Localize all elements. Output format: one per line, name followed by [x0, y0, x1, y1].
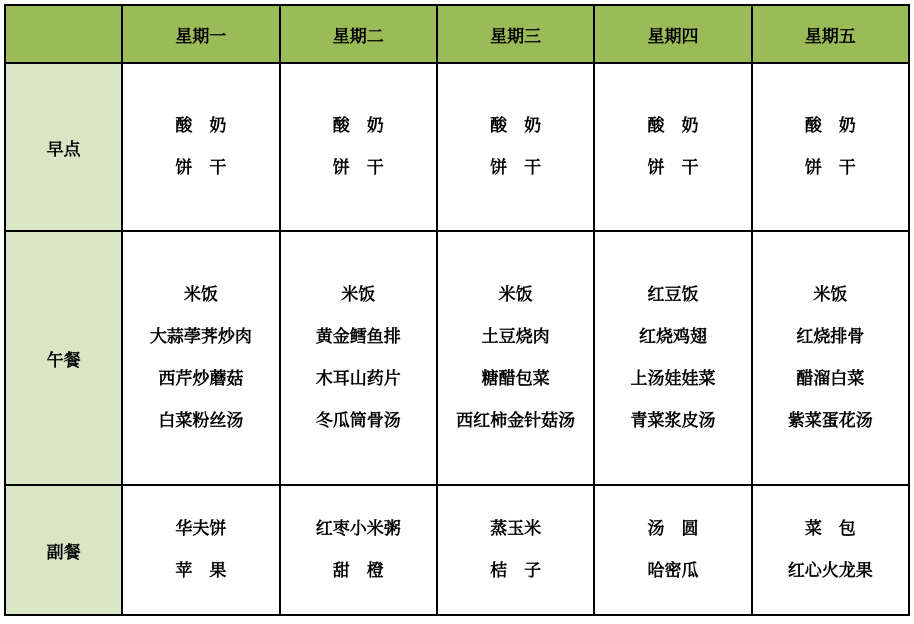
menu-item: 哈密瓜 — [647, 561, 699, 581]
menu-item: 饼 干 — [175, 158, 227, 178]
row-label-breakfast: 早点 — [5, 63, 122, 231]
menu-cell — [594, 485, 751, 615]
menu-item: 红枣小米粥 — [315, 519, 401, 539]
corner-cell — [5, 5, 122, 63]
menu-item: 黄金鳕鱼排 — [315, 327, 401, 347]
menu-item: 青菜浆皮汤 — [630, 411, 716, 431]
header-day: 星期五 — [752, 5, 909, 63]
menu-cell — [752, 63, 909, 231]
menu-cell — [122, 231, 279, 485]
menu-item: 红烧鸡翅 — [638, 327, 707, 347]
menu-item: 白菜粉丝汤 — [158, 411, 244, 431]
menu-item: 酸 奶 — [490, 116, 542, 136]
header-day: 星期三 — [437, 5, 594, 63]
menu-item: 米饭 — [498, 285, 533, 305]
menu-cell — [280, 63, 437, 231]
menu-item: 冬瓜筒骨汤 — [315, 411, 401, 431]
header-row — [5, 5, 909, 63]
breakfast-row — [5, 63, 909, 231]
menu-item: 大蒜荸荠炒肉 — [149, 327, 252, 347]
weekly-menu-table — [4, 4, 910, 616]
menu-cell — [437, 231, 594, 485]
menu-item: 米饭 — [341, 285, 376, 305]
menu-item: 糖醋包菜 — [481, 369, 550, 389]
menu-item: 华夫饼 — [175, 519, 227, 539]
menu-item: 红心火龙果 — [787, 561, 873, 581]
menu-item: 醋溜白菜 — [796, 369, 865, 389]
menu-item: 木耳山药片 — [315, 369, 401, 389]
menu-cell — [752, 485, 909, 615]
menu-cell — [752, 231, 909, 485]
row-label-snack: 副餐 — [5, 485, 122, 615]
menu-cell — [437, 485, 594, 615]
menu-cell — [594, 231, 751, 485]
menu-item: 米饭 — [183, 285, 218, 305]
snack-row — [5, 485, 909, 615]
menu-item: 汤 圆 — [647, 519, 699, 539]
menu-item: 蒸玉米 — [490, 519, 542, 539]
header-day: 星期二 — [280, 5, 437, 63]
menu-cell — [594, 63, 751, 231]
menu-item: 上汤娃娃菜 — [630, 369, 716, 389]
menu-cell — [280, 485, 437, 615]
menu-item: 苹 果 — [175, 561, 227, 581]
menu-item: 饼 干 — [647, 158, 699, 178]
menu-item: 红烧排骨 — [796, 327, 865, 347]
menu-item: 酸 奶 — [647, 116, 699, 136]
menu-item: 西红柿金针菇汤 — [456, 411, 576, 431]
menu-item: 红豆饭 — [647, 285, 699, 305]
menu-item: 西芹炒蘑菇 — [158, 369, 244, 389]
lunch-row — [5, 231, 909, 485]
menu-item: 饼 干 — [490, 158, 542, 178]
header-day: 星期一 — [122, 5, 279, 63]
menu-cell — [122, 485, 279, 615]
menu-cell — [280, 231, 437, 485]
menu-item: 桔 子 — [490, 561, 542, 581]
menu-cell — [122, 63, 279, 231]
menu-item: 酸 奶 — [804, 116, 856, 136]
menu-item: 紫菜蛋花汤 — [787, 411, 873, 431]
menu-item: 甜 橙 — [332, 561, 384, 581]
menu-item: 菜 包 — [804, 519, 856, 539]
menu-item: 酸 奶 — [175, 116, 227, 136]
header-day: 星期四 — [594, 5, 751, 63]
menu-cell — [437, 63, 594, 231]
row-label-lunch: 午餐 — [5, 231, 122, 485]
menu-item: 饼 干 — [332, 158, 384, 178]
menu-item: 饼 干 — [804, 158, 856, 178]
menu-item: 米饭 — [813, 285, 848, 305]
menu-item: 土豆烧肉 — [481, 327, 550, 347]
menu-item: 酸 奶 — [332, 116, 384, 136]
